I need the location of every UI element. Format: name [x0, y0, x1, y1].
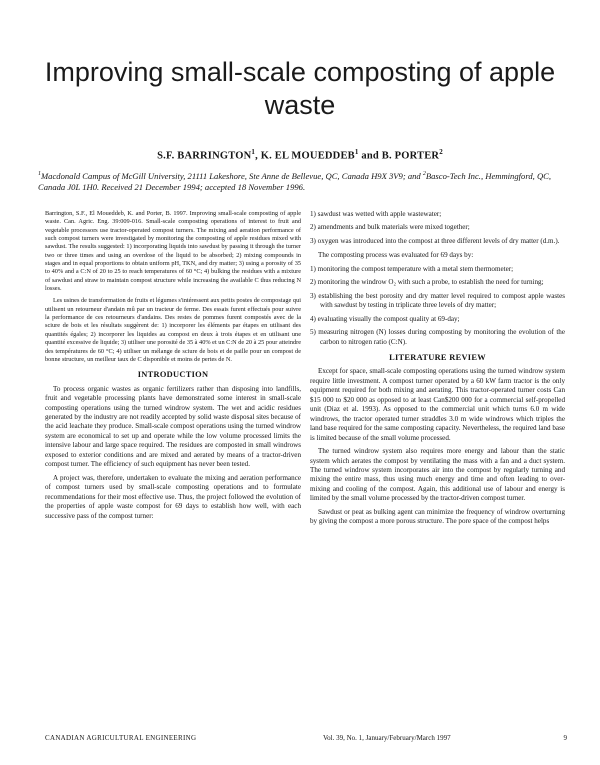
- journal-name: CANADIAN AGRICULTURAL ENGINEERING: [45, 734, 197, 742]
- author-line: S.F. BARRINGTON$^1$, K. EL MOUEDDEB$^1$ and B. PORTER$^2$: [157, 148, 443, 162]
- paragraph: Sawdust or peat as bulking agent can minimize the frequency of windrow overturning by giving the compost a more porous structure. The pore space of the compost helps: [310, 507, 565, 526]
- section-heading-introduction: INTRODUCTION: [137, 370, 209, 380]
- affiliation-marker: 2: [439, 148, 443, 156]
- list-item: 1) sawdust was wetted with apple wastewater;: [310, 210, 442, 218]
- page-number: 9: [563, 734, 567, 742]
- right-column: [310, 210, 565, 531]
- author-name: S.F. BARRINGTON: [157, 150, 252, 162]
- affiliation-marker: 1: [251, 148, 256, 156]
- list-item: 2) monitoring the windrow O₂ with such a probe, to establish the need for turning;: [310, 278, 544, 287]
- list-item: 3) establishing the best porosity and dry matter level required to compost apple wastes with sawdust by testing in triplicate three levels of dry matter;: [310, 291, 565, 310]
- author-name: B. PORTER: [381, 150, 440, 162]
- article-title: Improving small-scale composting of apple waste: [44, 57, 556, 120]
- issue-info: Vol. 39, No. 1, January/February/March 1997: [323, 734, 451, 742]
- paragraph: To process organic wastes as organic fertilizers rather than disposing into landfills, fruit and vegetable processing plants have demonstrated some interest in small-scale composting operations using the turned windrow system. The wet and acidic residues generated by the industry are not readily accepted by solid waste disposal sites because of the acid leachate they produce. Small-scale compost operations using the turned windrow system are economical to set up and operate while the low volume processed limits the intensive labour and large space required. The residues are composted in small windrows exposed to exterior conditions and are mixed and aerated by means of a tractor-driven compost turner. The efficiency of such equipment has never been tested.: [45, 384, 301, 469]
- paragraph: A project was, therefore, undertaken to evaluate the mixing and aeration performance of compost turners used by small-scale composting operations and to formulate recommendations for their most effective use. Thus, the project followed the evolution of the properties of apple waste compost for 69 days to establish how well, with each successive pass of the compost turner:: [45, 473, 301, 520]
- author-conjunction: and: [361, 150, 379, 162]
- paragraph: The turned windrow system also requires more energy and labour than the static system which aerates the compost by ventilating the mass with a fan and a duct system. The turned windrow system incorporates air into the compost by regularly turning and mixing the entire mass, thus using much energy and time and often leading to over-mixing and cooling of the compost. Again, this additional use of labour and energy is limited by the small volume processed by the tractor-driven compost turner.: [310, 447, 565, 503]
- list-item: 4) evaluating visually the compost quality at 69-day;: [310, 314, 460, 323]
- affiliation-marker: 1: [354, 148, 359, 156]
- author-name: K. EL MOUEDDEB: [260, 150, 355, 162]
- affiliation-marker: 2: [422, 171, 426, 177]
- list-item: 3) oxygen was introduced into the compost at three different levels of dry matter (d.m.).: [310, 236, 560, 245]
- pass-list: [310, 210, 565, 246]
- affiliation-text: Basco-Tech Inc., Hemmingford, QC, Canada J0L 1H0. Received 21 December 1994; accepted 18 November 1996.: [38, 170, 552, 192]
- page-footer: [45, 733, 567, 743]
- abstract-french: Les usines de transformation de fruits et légumes s'intéressent aux petits postes de compostage qui utilisent un retourneur d'andain mû par un tracteur de ferme. Des essais furent effectués pour suivre la performance de ces retourneurs d'andains. Des restes de pommes furent compostés avec de la sciure de bois et les résultats suggèrent de: 1) incorporer les éléments par étapes en utilisant des quantités égales; 2) incorporer les liquides au compost en deux à trois étapes et en utilisant une quantité excessive de liquide; 3) utiliser une porosité de 35 à 40% et un C:N de 20 à 25 pour atteindre des températures de 60 °C; 4) utiliser un mélange de sciure de bois et de paille pour un compost de bonne structure, un meilleur taux de C disponible et moins de pertes de N.: [45, 297, 302, 363]
- evaluation-list: [310, 265, 565, 347]
- left-column: [45, 210, 301, 525]
- affiliation-marker: 1: [38, 171, 41, 177]
- abstract: [45, 210, 301, 364]
- paragraph: The composting process was evaluated for 69 days by:: [318, 251, 474, 260]
- affiliations: [38, 169, 568, 193]
- paragraph: Except for space, small-scale composting operations using the turned windrow system require little investment. A compost turner operated by a 60 kW farm tractor is the only equipment required for both mixing and aerating. This tractor-operated turner costs Can $15 000 to $20 000 as opposed to at least Can$200 000 for a commercial self-propelled unit (Diaz et al. 1993). As opposed to the commercial unit which turns 6.0 m wide windrows, the tractor operated turner straddles 3.0 m wide windrows which triples the land base required for the same composting capacity. Nevertheless, the required land base is limited because of the small volume processed.: [310, 367, 565, 442]
- list-item: 5) measuring nitrogen (N) losses during composting by monitoring the evolution of the carbon to nitrogen ratio (C:N).: [310, 328, 565, 346]
- affiliation-text: Macdonald Campus of McGill University, 21111 Lakeshore, Ste Anne de Bellevue, QC, Canada H9X 3V9; and: [41, 170, 421, 181]
- section-heading-literature-review: LITERATURE REVIEW: [389, 352, 486, 362]
- list-item: 1) monitoring the compost temperature with a metal stem thermometer;: [310, 264, 514, 273]
- abstract-english: Barrington, S.F., El Moueddeb, K. and Porter, B. 1997. Improving small-scale composting of apple waste. Can. Agric. Eng. 39:009-016. Small-scale composting operations of interest to fruit and vegetable processors use tractor-operated compost turners. The mixing and aeration performance of such compost turners were investigated by monitoring the composting of apple residues mixed with sawdust. The results suggested: 1) incorporating liquids into sawdust by passing it through the turner two or three times and using an overdose of the liquid to be absorbed; 2) mixing compounds in stages and in equal proportions to obtain uniform pH, TKN, and dry matter; 3) using a porosity of 35 to 40% and a C:N of 20 to 25 to reach temperatures of 60 °C; 4) bulking the residues with a mixture of sawdust and straw to maintain compost structure while increasing the available C thus reducing N losses.: [45, 210, 301, 293]
- list-item: 2) amendments and bulk materials were mixed together;: [310, 223, 470, 232]
